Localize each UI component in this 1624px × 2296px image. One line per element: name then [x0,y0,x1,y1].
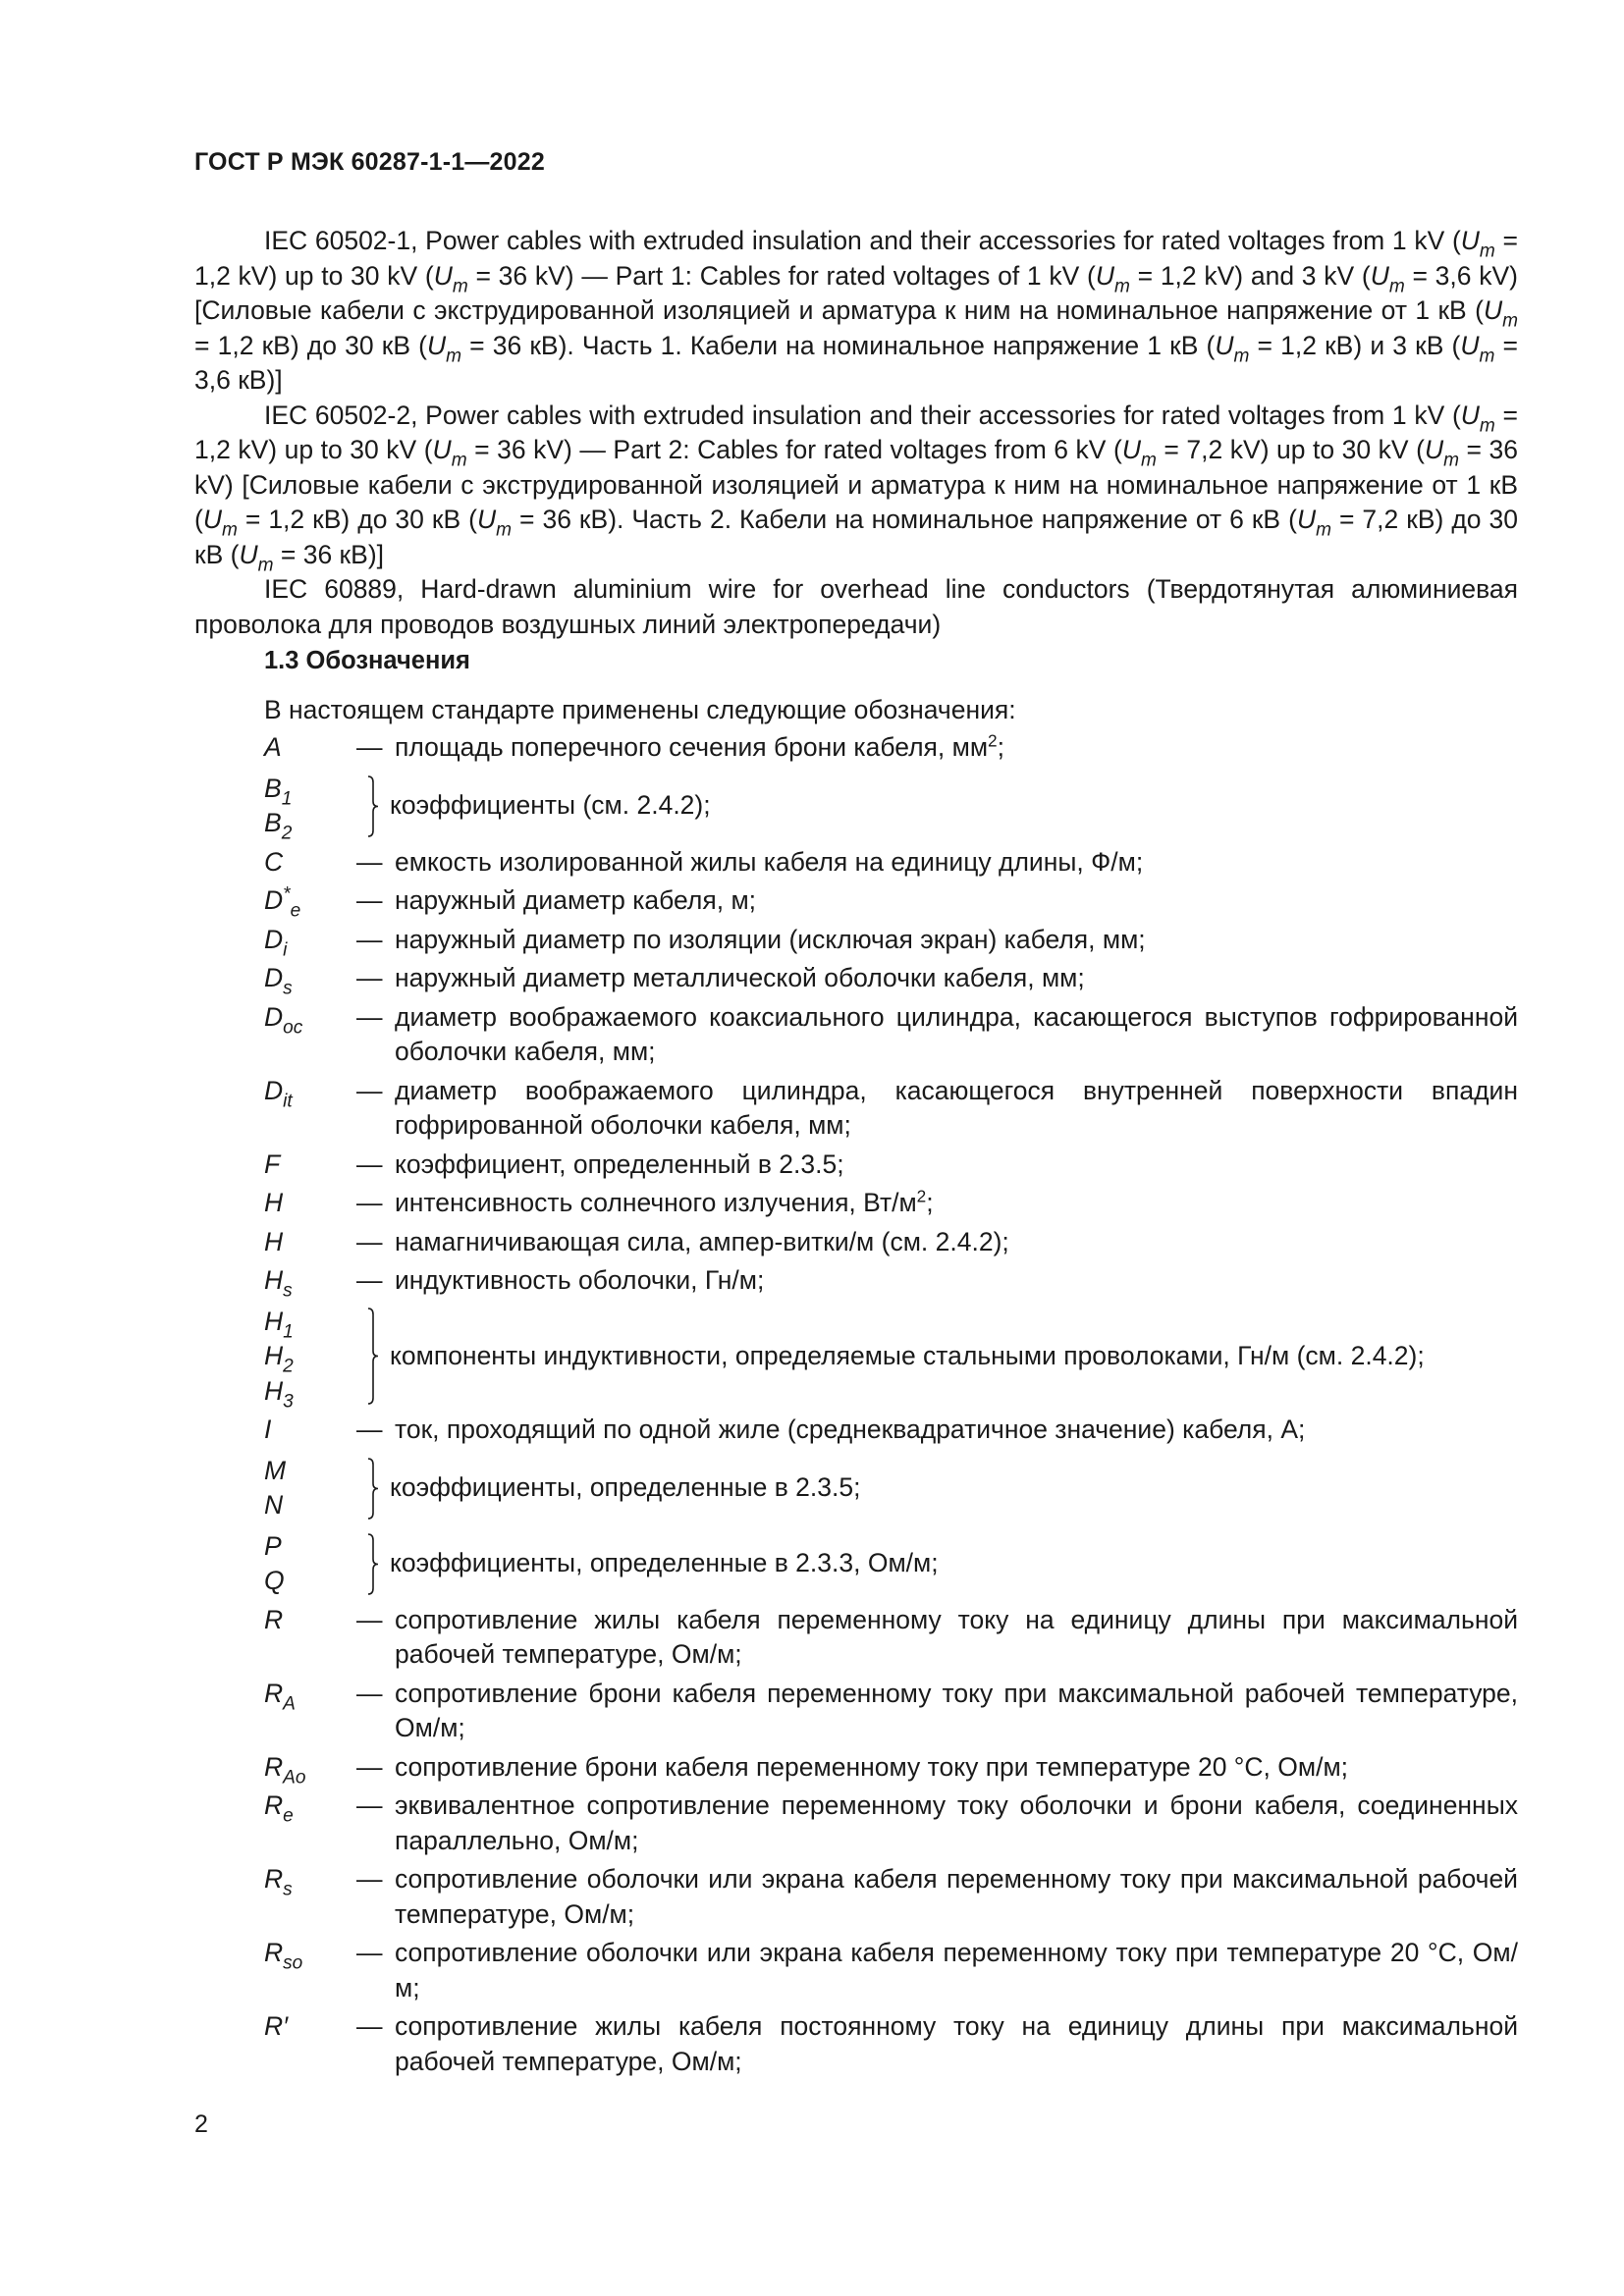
reference-text: = 36 kV) — Part 1: Cables for rated voltages of 1 kV ( [467,260,1096,291]
brace [366,1454,382,1523]
symbol [264,1339,356,1377]
dash: — [356,1148,383,1179]
reference-text: = 36 kV) — Part 2: Cables for rated voltages from 6 kV ( [466,435,1122,464]
description-text: ток, проходящий по одной жиле (среднеквадратичное значение) кабеля, А; [395,1415,1306,1444]
symbol-row [264,961,1518,999]
symbol-description [395,1603,1518,1673]
voltage-subscript: m [1502,310,1518,332]
description-text: интенсивность солнечного излучения, Вт/м [395,1188,917,1217]
symbol [264,1936,356,2005]
reference-text: = 1,2 kV) up to 30 kV ( [194,400,1518,464]
symbol-group-list [264,1305,356,1410]
symbol-group-list [264,772,356,844]
description-text: сопротивление жилы кабеля переменному току на единицу длины при максимальной рабочей температуре, Ом/м; [395,1604,1518,1669]
dash: — [356,1188,383,1217]
description-text: сопротивление оболочки или экрана кабеля переменному току при температуре 20 °С, Ом/м; [395,1938,1518,2002]
symbol-description [395,923,1518,958]
dash: — [356,2011,383,2041]
symbol-row [264,1148,1518,1183]
voltage-subscript: m [496,519,513,541]
symbol-group-description: коэффициенты, определенные в 2.3.3, Ом/м; [390,1548,939,1578]
section-title: 1.3 Обозначения [264,647,470,674]
description-text: сопротивление оболочки или экрана кабеля переменному току при максимальной рабочей температуре, Ом/м; [395,1864,1518,1929]
reference-paragraph [194,399,1518,573]
voltage-symbol: U [1460,226,1480,255]
description-text: индуктивность оболочки, Гн/м; [395,1265,765,1295]
reference-text: = 3,6 kV) [Силовые кабели с экструдированной изоляцией и арматура к ним на номинальное напряжение от 1 кВ ( [194,260,1518,325]
description-tail: ; [997,732,1004,762]
symbol-group [264,1305,1518,1410]
symbol-description [395,883,1518,919]
symbol-base: D [264,924,284,954]
voltage-symbol: U [1370,260,1389,291]
symbol [264,1603,356,1673]
symbol-subscript: e [283,1805,294,1827]
symbol-description [395,1862,1518,1932]
symbol-base: D [264,885,284,915]
right-brace-icon [366,1457,380,1521]
symbol-row [264,1263,1518,1302]
symbol-subscript: 2 [281,823,293,844]
symbol-base: R′ [264,2011,289,2041]
symbol-base: R [264,1864,284,1894]
reference-text: = 1,2 кВ) и 3 кВ ( [1249,330,1461,360]
symbol [264,1074,356,1144]
reference-text: = 36 кВ)] [273,539,385,569]
reference-text: = 1,2 кВ) до 30 кВ ( [194,330,427,360]
symbol-description [395,1936,1518,2005]
symbol-group [264,1529,1518,1599]
symbol-base: F [264,1148,281,1179]
symbol [264,1488,356,1523]
voltage-subscript: m [451,450,467,471]
symbol-description [395,1000,1518,1070]
symbol-base: H [264,1375,284,1406]
description-text: наружный диаметр кабеля, м; [395,885,757,915]
symbol-subscript: 3 [283,1390,294,1412]
voltage-subscript: m [452,275,468,296]
symbol [264,1000,356,1070]
dash: — [356,1226,383,1256]
dash: — [356,1075,383,1105]
normative-references [194,224,1518,642]
symbol-description [395,2009,1518,2079]
symbol [264,1564,356,1599]
symbol-description [395,1789,1518,1858]
symbol [264,1789,356,1858]
symbol [264,1454,356,1489]
voltage-subscript: m [1443,450,1459,471]
symbol-row [264,883,1518,922]
description-text: наружный диаметр по изоляции (исключая экран) кабеля, мм; [395,924,1146,954]
description-text: диаметр воображаемого цилиндра, касающегося внутренней поверхности впадин гофрированной оболочки кабеля, мм; [395,1075,1518,1140]
symbol-row [264,1677,1518,1746]
dash: — [356,1678,383,1708]
reference-text: = 1,2 kV) up to 30 kV ( [194,226,1518,291]
dash: — [356,1751,383,1782]
dash: — [356,1790,383,1820]
symbol-row [264,730,1518,766]
symbol-subscript: Ao [283,1766,306,1788]
symbol [264,1374,356,1410]
reference-text: = 1,2 кВ) до 30 кВ ( [237,505,477,534]
description-tail: ; [926,1188,934,1217]
symbol-base: R [264,1751,284,1782]
symbol-base: Q [264,1566,285,1595]
page-number: 2 [194,2110,208,2138]
description-text: сопротивление брони кабеля переменному току при температуре 20 °С, Ом/м; [395,1751,1349,1782]
reference-text: = 7,2 kV) up to 30 kV ( [1156,435,1425,464]
dash: — [356,1265,383,1295]
voltage-subscript: m [1140,450,1157,471]
document-header: ГОСТ Р МЭК 60287-1-1—2022 [194,148,545,176]
reference-paragraph [194,224,1518,399]
description-superscript: 2 [916,1186,927,1206]
symbol-group-list [264,1529,356,1599]
symbol-row [264,2009,1518,2079]
symbol-description [395,1413,1518,1448]
symbol [264,1529,356,1565]
symbol-description [395,1148,1518,1183]
symbol-group-description: коэффициенты (см. 2.4.2); [390,790,711,821]
symbol-row [264,1750,1518,1786]
symbol-base: B [264,808,282,837]
symbol-base: R [264,1678,284,1708]
symbol [264,1750,356,1786]
symbol-base: R [264,1938,284,1967]
symbol-row [264,1413,1518,1448]
symbol-description [395,845,1518,881]
symbol [264,1677,356,1746]
reference-text: = 1,2 kV) and 3 kV ( [1129,260,1371,291]
description-superscript: 2 [988,730,998,751]
symbol [264,730,356,766]
voltage-symbol: U [239,539,258,569]
symbol [264,923,356,958]
symbol-base: N [264,1490,284,1520]
voltage-subscript: m [1388,275,1405,296]
symbol [264,1225,356,1260]
symbol-subscript: 2 [283,1356,294,1377]
dash: — [356,963,383,992]
voltage-symbol: U [1215,330,1234,360]
symbol-subscript: so [283,1952,303,1974]
voltage-symbol: U [432,435,452,464]
voltage-symbol: U [202,505,222,534]
description-text: сопротивление брони кабеля переменному току при максимальной рабочей температуре, Ом/м; [395,1678,1518,1742]
voltage-subscript: m [1479,345,1495,366]
right-brace-icon [366,1307,380,1406]
symbol-base: A [264,732,282,762]
dash: — [356,1864,383,1894]
symbol-star: * [283,883,291,905]
symbol-description [395,1263,1518,1299]
description-text: наружный диаметр металлической оболочки кабеля, мм; [395,963,1085,992]
voltage-symbol: U [1296,505,1317,534]
symbol-base: R [264,1604,284,1634]
description-text: эквивалентное сопротивление переменному току оболочки и брони кабеля, соединенных параллельно, Ом/м; [395,1790,1518,1855]
symbol [264,1413,356,1448]
symbol [264,1186,356,1221]
reference-text: = 7,2 кВ) до 30 кВ ( [194,505,1519,569]
symbol-base: C [264,846,284,877]
symbol-base: P [264,1530,282,1561]
voltage-subscript: m [1114,275,1130,296]
voltage-subscript: m [221,519,238,541]
voltage-symbol: U [476,505,497,534]
symbol-row [264,1074,1518,1144]
symbol-subscript: oc [283,1016,303,1038]
symbol-description [395,730,1518,766]
symbol-base: H [264,1306,284,1336]
symbol-base: H [264,1226,284,1256]
symbol [264,883,356,922]
symbol-base: I [264,1415,272,1444]
symbol-subscript: i [283,938,288,960]
dash: — [356,1001,383,1032]
symbol-group-description: компоненты индуктивности, определяемые стальными проволоками, Гн/м (см. 2.4.2); [390,1341,1425,1370]
brace [366,1529,382,1599]
voltage-subscript: m [446,345,461,366]
voltage-symbol: U [1121,435,1141,464]
description-text: сопротивление жилы кабеля постоянному току на единицу длины при максимальной рабочей температуре, Ом/м; [395,2011,1518,2076]
description-text: площадь поперечного сечения брони кабеля, мм [395,732,989,762]
voltage-symbol: U [1095,260,1114,291]
description-text: диаметр воображаемого коаксиального цилиндра, касающегося выступов гофрированной оболочки кабеля, мм; [395,1001,1518,1066]
symbol-row [264,1789,1518,1858]
symbol-base: R [264,1790,284,1820]
voltage-symbol: U [1460,330,1480,360]
dash: — [356,1415,383,1444]
symbol-subscript: it [283,1090,293,1111]
symbol-subscript: e [290,900,301,922]
reference-text: IEC 60502-2, Power cables with extruded insulation and their accessories for rated voltages from 1 kV ( [264,400,1461,430]
symbol-base: D [264,963,284,992]
symbol-subscript: s [283,1280,293,1302]
symbol-subscript: 1 [283,1320,294,1342]
symbol-row [264,1000,1518,1070]
right-brace-icon [366,774,380,838]
description-text: намагничивающая сила, ампер-витки/м (см. 2.4.2); [395,1226,1009,1256]
description-text: коэффициент, определенный в 2.3.5; [395,1148,844,1179]
reference-text: = 3,6 кВ)] [194,330,1518,395]
symbol-description [395,1225,1518,1260]
symbol-group-description: коэффициенты, определенные в 2.3.5; [390,1472,861,1503]
symbol-subscript: A [283,1692,296,1714]
symbol-row [264,1603,1518,1673]
symbol [264,961,356,999]
symbol-subscript: 1 [281,787,293,809]
symbol [264,2009,356,2079]
symbol-row [264,1936,1518,2005]
symbol-row [264,1225,1518,1260]
symbol-base: B [264,773,282,803]
dash: — [356,846,383,877]
reference-text: IEC 60502-1, Power cables with extruded insulation and their accessories for rated voltages from 1 kV ( [264,226,1461,255]
symbol [264,772,356,807]
symbol-group [264,1454,1518,1523]
symbol-base: H [264,1188,284,1217]
dash: — [356,732,383,762]
symbol [264,845,356,881]
symbol-group [264,772,1518,844]
voltage-subscript: m [1479,240,1495,262]
symbol-description [395,1750,1518,1786]
right-brace-icon [366,1532,380,1596]
symbol-group-list [264,1454,356,1523]
voltage-symbol: U [1460,400,1480,430]
symbol [264,806,356,844]
voltage-symbol: U [433,260,453,291]
voltage-subscript: m [1233,345,1250,366]
dash: — [356,1604,383,1634]
symbol [264,1305,356,1340]
brace [366,772,382,841]
symbol [264,1862,356,1932]
symbol-row [264,845,1518,881]
symbol-subscript: s [283,1879,293,1900]
voltage-symbol: U [1424,435,1444,464]
reference-text: IEC 60889, Hard-drawn aluminium wire for overhead line conductors (Твердотянутая алюминиевая проволока для проводов воздушных линий электропередачи) [194,574,1518,639]
voltage-subscript: m [1316,519,1331,541]
voltage-subscript: m [1479,414,1495,436]
dash: — [356,1938,383,1967]
reference-text: = 36 кВ). Часть 1. Кабели на номинальное напряжение 1 кВ ( [461,330,1216,360]
dash: — [356,924,383,954]
symbol-definitions [264,730,1518,2079]
symbol-base: M [264,1455,287,1485]
symbol-subscript: s [283,978,293,999]
symbol-row [264,1862,1518,1932]
voltage-symbol: U [426,330,447,360]
description-text: емкость изолированной жилы кабеля на единицу длины, Ф/м; [395,846,1144,877]
symbol [264,1148,356,1183]
symbol-row [264,1186,1518,1221]
section-intro: В настоящем стандарте применены следующие обозначения: [264,695,1016,724]
symbol-base: D [264,1075,284,1105]
symbol-description [395,1186,1518,1221]
symbol-base: D [264,1001,284,1032]
voltage-subscript: m [257,554,274,575]
symbol-description [395,1074,1518,1144]
symbol-row [264,923,1518,958]
reference-text: = 36 kV) [Силовые кабели с экструдированной изоляцией и арматура к ним на номинальное напряжение от 1 кВ ( [194,435,1518,534]
symbol-base: H [264,1265,284,1295]
symbol-description [395,961,1518,996]
symbol-description [395,1677,1518,1746]
reference-text: = 36 кВ). Часть 2. Кабели на номинальное напряжение от 6 кВ ( [512,505,1297,534]
brace [366,1305,382,1410]
symbol [264,1263,356,1302]
reference-paragraph [194,572,1518,642]
voltage-symbol: U [1483,295,1503,325]
symbol-base: H [264,1341,284,1370]
dash: — [356,885,383,915]
